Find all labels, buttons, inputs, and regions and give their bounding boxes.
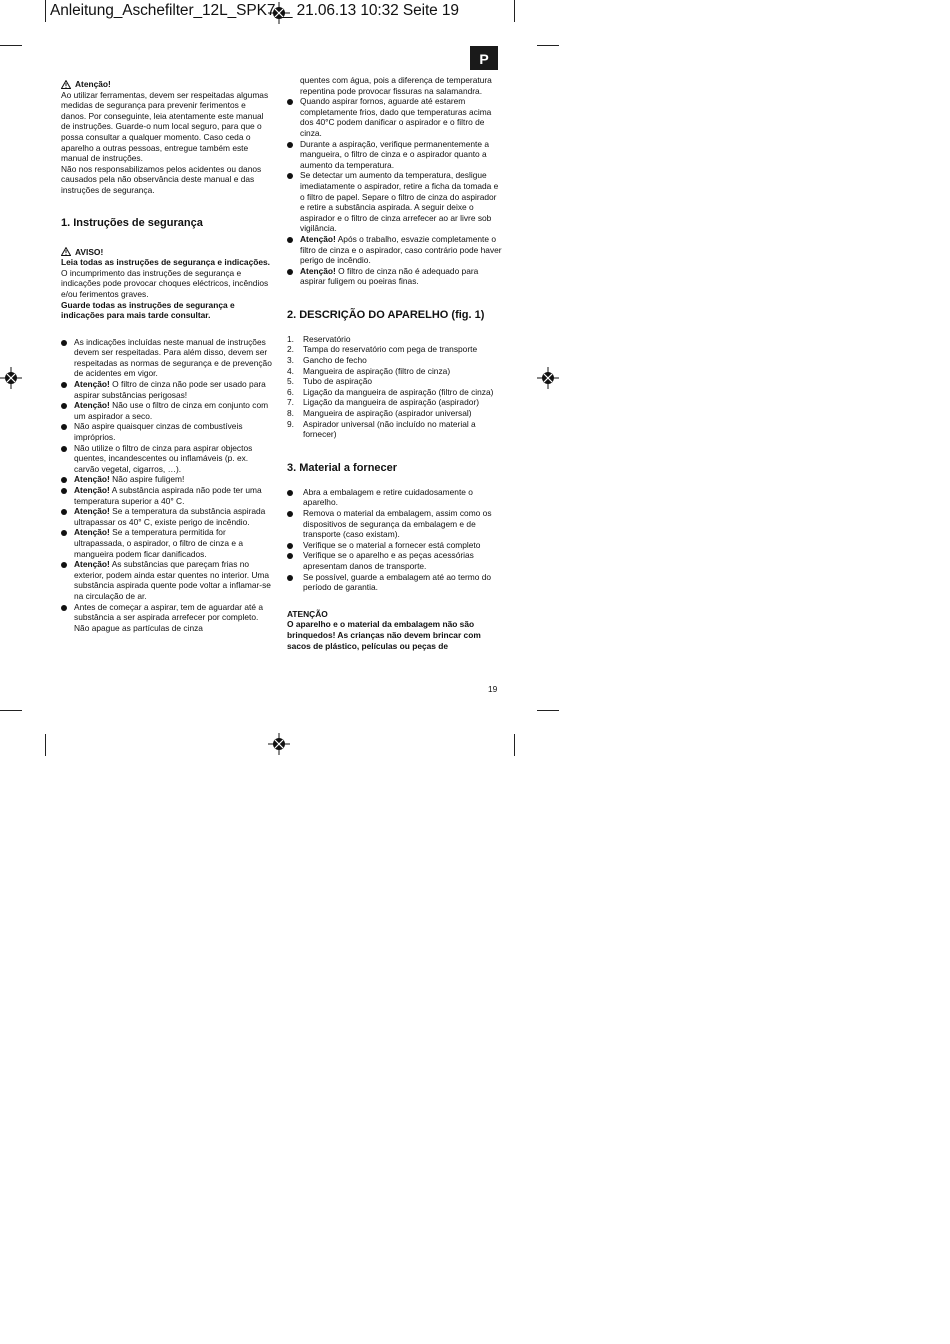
right-column xyxy=(287,75,502,651)
crop-mark-left-top xyxy=(45,0,46,22)
list-item: Atenção! Não aspire fuligem! xyxy=(61,474,273,485)
crop-mark-top-left xyxy=(0,45,22,46)
aviso-title: AVISO! xyxy=(75,246,104,257)
attention-title: ATENÇÃO xyxy=(287,608,328,619)
warning-triangle-icon xyxy=(61,247,71,256)
list-item: Atenção! Se a temperatura da substância aspirada ultrapassar os 40° C, existe perigo de incêndio. xyxy=(61,506,273,527)
list-item: Atenção! A substância aspirada não pode ter uma temperatura superior a 40° C. xyxy=(61,485,273,506)
aviso-heading xyxy=(61,247,273,258)
list-item: Se detectar um aumento da temperatura, desligue imediatamente o aspirador, retire a ficha da tomada e o filtro de papel. Separe o filtro de cinza do aspirador e retire a substância aspirada. A seguir deixe o aspirador e o filtro de cinza arrefecer ao ar livre sob vigilância. xyxy=(287,170,502,234)
list-item: Não aspire quaisquer cinzas de combustíveis impróprios. xyxy=(61,421,273,442)
supply-bullet-list xyxy=(287,487,502,593)
crop-mark-top-right xyxy=(537,45,559,46)
section-2-title: 2. DESCRIÇÃO DO APARELHO (fig. 1) xyxy=(287,308,485,321)
intro-warning-heading xyxy=(61,79,273,90)
list-item: 3. Gancho de fecho xyxy=(287,355,367,366)
section-3-title: 3. Material a fornecer xyxy=(287,461,398,474)
aviso-line-1: Leia todas as instruções de segurança e indicações. xyxy=(61,257,270,268)
list-item: Atenção! Após o trabalho, esvazie completamente o filtro de cinza e o aspirador, caso contrário pode haver perigo de incêndio. xyxy=(287,234,502,266)
list-item: 5. Tubo de aspiração xyxy=(287,376,373,387)
list-item: 6. Ligação da mangueira de aspiração (filtro de cinza) xyxy=(287,386,494,397)
list-item: Atenção! O filtro de cinza não pode ser usado para aspirar substâncias perigosas! xyxy=(61,379,273,400)
list-item: 9. Aspirador universal (não incluído no material a fornecer) xyxy=(287,418,476,440)
list-item: As indicações incluídas neste manual de instruções devem ser respeitadas. Para além disso, devem ser respeitadas as normas de segurança e de prevenção de acidentes em vigor. xyxy=(61,337,273,379)
list-item: Verifique se o aparelho e as peças acessórias apresentam danos de transporte. xyxy=(287,550,502,571)
safety-bullet-list xyxy=(61,337,273,634)
list-item: 8. Mangueira de aspiração (aspirador universal) xyxy=(287,408,472,419)
continuation-text: quentes com água, pois a diferença de temperatura repentina pode provocar fissuras na salamandra. xyxy=(300,75,492,96)
registration-mark-bottom-icon xyxy=(268,733,290,755)
safety-bullet-list-continued xyxy=(287,96,502,287)
attention-text: O aparelho e o material da embalagem não são brinquedos! As crianças não devem brincar com sacos de plástico, películas ou peças de xyxy=(287,619,481,651)
crop-mark-bottom-left xyxy=(0,710,22,711)
print-slug-header: Anleitung_Aschefilter_12L_SPK7__ 21.06.13 10:32 Seite 19 xyxy=(50,2,459,19)
list-item: Durante a aspiração, verifique permanentemente a mangueira, o filtro de cinza e o aspirador quanto a aumento da temperatura. xyxy=(287,139,502,171)
registration-mark-left-icon xyxy=(0,367,22,389)
crop-mark-bottom-right xyxy=(537,710,559,711)
list-item: Antes de começar a aspirar, tem de aguardar até a substância a ser aspirada arrefecer por completo. Não apague as partículas de cinza xyxy=(61,602,273,634)
intro-paragraph-2: Não nos responsabilizamos pelos acidentes ou danos causados pela não observância deste manual e das instruções de segurança. xyxy=(61,163,262,195)
list-item: Atenção! O filtro de cinza não é adequado para aspirar fuligem ou poeiras finas. xyxy=(287,266,502,287)
intro-warning-title: Atenção! xyxy=(75,79,111,89)
aviso-line-2: O incumprimento das instruções de segurança e indicações pode provocar choques eléctricos, incêndios e/ou ferimentos graves. xyxy=(61,267,269,299)
list-item: Quando aspirar fornos, aguarde até estarem completamente frios, dado que temperaturas acima dos 40°C podem danificar o aspirador e o filtro de cinza. xyxy=(287,96,502,138)
list-item: 7. Ligação da mangueira de aspiração (aspirador) xyxy=(287,397,479,408)
list-item: 1. Reservatório xyxy=(287,333,351,344)
list-item: Verifique se o material a fornecer está completo xyxy=(287,540,502,551)
page-number: 19 xyxy=(488,684,498,694)
left-column xyxy=(61,79,273,633)
section-1-title: 1. Instruções de segurança xyxy=(61,216,203,229)
list-item: Se possível, guarde a embalagem até ao termo do período de garantia. xyxy=(287,572,502,593)
list-item: Remova o material da embalagem, assim como os dispositivos de segurança da embalagem e de transporte (caso existam). xyxy=(287,508,502,540)
language-badge: P xyxy=(470,46,498,70)
intro-paragraph-1: Ao utilizar ferramentas, devem ser respeitadas algumas medidas de segurança para prevenir ferimentos e danos. Por conseguinte, leia atentamente este manual de instruções. Guarde-o num local seguro, para que o possa consultar a qualquer momento. Caso ceda o aparelho a outras pessoas, entregue também este manual de instruções. xyxy=(61,89,269,164)
list-item: 2. Tampa do reservatório com pega de transporte xyxy=(287,344,478,355)
list-item: Não utilize o filtro de cinza para aspirar objectos quentes, incandescentes ou inflamáveis (p. ex. carvão vegetal, cigarros, …). xyxy=(61,443,273,475)
parts-list xyxy=(287,334,502,440)
crop-mark-right-bottom xyxy=(514,734,515,756)
list-item: Atenção! As substâncias que pareçam frias no exterior, podem ainda estar quentes no interior. Uma substância aspirada quente pode voltar a inflamar-se na circulação de ar. xyxy=(61,559,273,601)
list-item: Abra a embalagem e retire cuidadosamente o aparelho. xyxy=(287,487,502,508)
registration-mark-right-icon xyxy=(537,367,559,389)
crop-mark-left-bottom xyxy=(45,734,46,756)
list-item: Atenção! Não use o filtro de cinza em conjunto com um aspirador a seco. xyxy=(61,400,273,421)
aviso-line-3: Guarde todas as instruções de segurança e indicações para mais tarde consultar. xyxy=(61,299,235,321)
crop-mark-right-top xyxy=(514,0,515,22)
warning-triangle-icon xyxy=(61,80,71,89)
list-item: Atenção! Se a temperatura permitida for ultrapassada, o aspirador, o filtro de cinza e a mangueira podem ficar danificados. xyxy=(61,527,273,559)
list-item: 4. Mangueira de aspiração (filtro de cinza) xyxy=(287,365,451,376)
